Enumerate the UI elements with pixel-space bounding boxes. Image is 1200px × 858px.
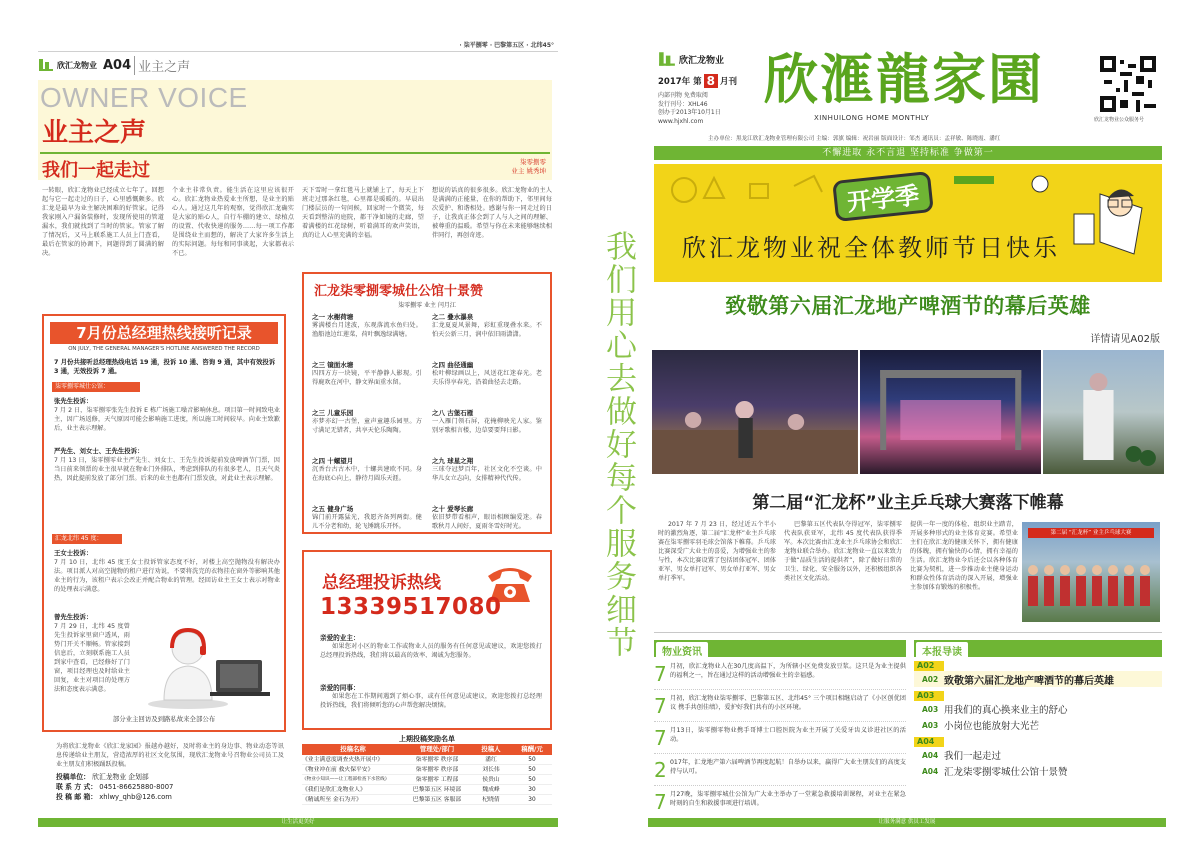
reward-table: [302, 734, 552, 818]
page-number: A04: [103, 57, 132, 73]
case2-title: 严先生、刘女士、王先生投诉：: [54, 447, 144, 455]
right-logo-group: [658, 50, 724, 68]
guide-item[interactable]: A03 小岗位也能放射大光芒: [922, 720, 1040, 732]
pingpong-team-photo: [1022, 522, 1160, 622]
table-row: 《物业冲在前 救火保平安》 柒零捌零 秩序部 刘长伟 50: [302, 765, 552, 775]
pingpong-title[interactable]: 第二届“汇龙杯”业主乒乓球大赛落下帷幕: [752, 493, 1064, 513]
article-col-4: 想说的话真的很多很多。欣汇龙物业的主人是满满的正能量，在你的帮助下，邻里间每次爱护、和谐相处。感谢与你一同走过的日子，让我真正体会到了人与人之间的理解、被尊重的温暖。希望与你在未来能够继续相伴同行，再创奇迹。: [432, 187, 552, 239]
pingpong-photo-banner: 第二届 “汇龙杯” 业主乒乓球大赛: [1028, 528, 1154, 538]
issue-meta: 内部刊物 免费取阅 发行刊号：XHL46 创办于2013年10月1日 www.hjxhl.com: [658, 92, 721, 125]
table-row: 《业主满意度调查火热开展中》 柒零捌零 秩序部 潘红 50: [302, 755, 552, 765]
logo-icon: [38, 57, 54, 73]
reward-table-title: 上期投稿奖励名单: [399, 735, 455, 743]
hotline-caption: 部分业主回访及到路私故来全部公布: [112, 715, 216, 723]
news-item[interactable]: 7 月27晚，柒零捌零城仕公馆为广大业主举办了一堂紧急救援培训课程，对业主在紧急时刻的自生和救援事项进行培训。: [654, 790, 906, 814]
scenic-item: 之九 球星之翔 三球夺冠梦百年，社区文化不空谈。中华儿女立志向，女排精神代代传。: [432, 457, 542, 482]
section-title-cn: 业主之声: [42, 118, 147, 148]
news-header: [654, 640, 906, 657]
guide-section-a02: A02 A02 致敬第六届汇龙地产啤酒节的幕后英雄: [914, 661, 1162, 687]
guide-item[interactable]: A04 我们一起走过: [922, 750, 1002, 762]
complaint-text-colleague: 如果您在工作期间遇到了烦心事，或有任何意见或建议，欢迎您拨打总经理投诉热线，我们将倾听您的心声帮您解决烦恼。: [320, 693, 542, 709]
case3-title: 王女士投诉：: [54, 549, 93, 557]
scenic-poems-box: [302, 272, 552, 534]
guide-item[interactable]: A02 致敬第六届汇龙地产啤酒节的幕后英雄: [914, 671, 1162, 687]
scenic-item: 之三 儿童乐园 亦梦亦幻一古堡，童声童趣乐园里。方寸满足无错者，共享天伦乐陶陶。: [312, 409, 422, 434]
pingpong-col-1: 2017 年 7 月 23 日，经过近五个半小时的激烈角逐，第二届“汇龙杯”业主乒乓球赛在柒零捌零羽毛球会馆落下帷幕。乒乓球比赛深受广大业主的喜爱，为增强业主的参与性，本次比赛设置了包括团体冠军、团体亚军、男女单打冠军、男女单打亚军、男女单打季军。: [658, 521, 776, 582]
main-headline[interactable]: 致敬第六届汇龙地产啤酒节的幕后英雄: [725, 294, 1091, 318]
property-news: [654, 640, 906, 814]
table-row: 《我们是欣汇龙物业人》 巴黎第五区 环境部 魏成峰 30: [302, 785, 552, 795]
submission-note: 为将欣汇龙物业《欣汇龙家园》报越办越好，及时将业主的身边事、物业动态等讯息传递给业主朋友，营造浓厚的社区文化氛围，现欣汇龙物业号召物业公司员工及业主朋友们积极踊跃投稿。: [56, 743, 284, 768]
beer-festival-photos: [652, 350, 1164, 474]
pingpong-col-2: 巴黎第五区代表队夺得冠军，柒零捌零代表队获亚军，北纬 45 度代表队获得季军。本次比赛由汇龙业主乒乓球协会和欣汇龙物业联合举办。欣汇龙物业一直以来致力于做“品质生活的提供者”，除了做好日常的卫生、绿化、安全服务以外，还积极组织各类社区文化活动。: [784, 521, 902, 582]
area-tag-1: 柒零捌零城仕公馆：: [52, 382, 140, 392]
guide-item[interactable]: A03 用我们的真心换来业主的舒心: [922, 704, 1068, 716]
scenic-item: 之十 爱琴长廊 依旧梦带看相声，眼语相顾编爱迷。春歌秋月人间好，夏雨冬雪好时光。: [432, 505, 542, 530]
guide-item[interactable]: A04 汇龙柒零捌零城仕公馆十景赞: [922, 766, 1068, 778]
scenic-grid: [312, 312, 542, 549]
guide-header: [914, 640, 1162, 657]
owner-voice-header: [38, 80, 552, 180]
table-row: 《物业小知识——让工程部检查下水管线》 柒零捌零 工程部 侯贵山 50: [302, 775, 552, 785]
article-col-3: 天下雪时一拿红毯马上就铺上了，每天上下班走过那条红毯，心里都是暖暖的。早晨出门楼层员的一句问候，回家时一个微笑，每天看到整洁的庭院，都干净如镜的走廊，望着满楼的红花绿树，听着满耳的欢声笑语，真的让人心里充满的幸福。: [302, 187, 424, 239]
submission-contacts: 投稿单位： 欣汇龙物业 企划部 联 系 方 式： 0451-86625880-8007 投 稿 邮 箱： xhlwy_qhb@126.com: [56, 773, 174, 801]
person-at-computer-illustration: [140, 626, 278, 710]
slogan-bar: 不懈进取 永不言退 坚持标准 争做第一: [654, 146, 1162, 160]
banner-greeting: 欣汇龙物业祝全体教师节日快乐: [682, 234, 1060, 262]
table-row: 《精诚所至 金石为开》 巴黎第五区 客服部 杞晓倩 30: [302, 795, 552, 805]
news-item[interactable]: 7 月初，欣汇龙物业柒零捌零、巴黎第五区、北纬45° 三个项目相继启动了《小区创优团议 携手共创佳绩》，爱护好我们共有的小区环境。: [654, 694, 906, 722]
scenic-item: 之八 古堡石雁 一入雁门领石屏，花掩柳映光人家。鉴别牙歌相言楼，边草要要拜日影。: [432, 409, 542, 434]
greeting-colleague: 亲爱的同事：: [320, 684, 360, 692]
area-tag-2: 汇龙北纬 45 度：: [52, 534, 122, 544]
photo-crowd: [652, 350, 858, 474]
greeting-owner: 亲爱的业主：: [320, 634, 360, 642]
left-header-tagline: · 柒平捌零 · 巴黎第五区 · 北纬45°: [459, 42, 554, 49]
complaint-phone[interactable]: 13339517080: [320, 594, 502, 620]
vertical-slogan: 我们用心去做好每个服务细节: [600, 229, 636, 659]
masthead-en: XINHUILONG HOME MONTHLY: [814, 114, 930, 122]
news-title: 物业资讯: [656, 642, 708, 659]
scenic-item: 之四 十螺望月 沉香台古古木中，十螺共建欧不同。身在海底心向上，静待月圆乐天涯。: [312, 457, 422, 482]
right-page: [648, 38, 1166, 828]
case2-text: 7 月 13 日，柒零捌零业主严先生、刘女士、王先生投诉提前发放啤酒节门票，因当日前来领票的业主很早就在物业门外排队，考虑到排队的有很多老人，且天气炎热，因此提前发放了部分门票。后来的业主也都有门票发放，对此业主表示理解。: [54, 457, 280, 482]
scenic-item: 之五 健身广场 锦门前开露猛光，我愿齐备列两街。健儿不分老和幼，轮飞锤跳乐开怀。: [312, 505, 422, 530]
guide-section-a04: A04 A04 我们一起走过 A04 汇龙柒零捌零城仕公馆十景赞: [914, 737, 1162, 779]
case4-text: 7 月 29 日，北纬 45 度曾先生投诉家里窗户透风，雨势门开关不顺畅。管家接到信息后，立刻联系施工人员到家中查看，已经修好了门窗，项目经理也及时给业主回复，业主对项目的处理方法和态度表示满意。: [54, 623, 130, 693]
news-item[interactable]: 2 017年，汇龙地产第六届啤酒节再度起航！自举办以来，赢得广大业主朋友们的高度支持与认可。: [654, 758, 906, 786]
hotline-record-title: 7月份总经理热线接听记录: [50, 322, 278, 344]
case1-title: 张先生投诉：: [54, 397, 93, 405]
news-item[interactable]: 7 月13日，柒零捌零物业携手哥博士口腔医院为业主开展了关爱牙齿义诊进社区的活动。: [654, 726, 906, 754]
teachers-day-banner: [654, 164, 1162, 282]
photo-stage-art: [860, 350, 1041, 474]
photo-crowd-art: [652, 350, 858, 474]
case1-text: 7 月 2 日，柒零捌零张先生投诉 E 栋广场施工噪音影响休息。项目第一时间致电业主，因广场返修，天气原因可能会影响施工进度，所以施工时间较早。向业主致歉后，业主表示理解。: [54, 407, 280, 432]
reward-table-header: 投稿名称 管理处/部门 投稿人 稿酬/元: [302, 744, 552, 755]
case3-text: 7 月 10 日，北纬 45 度王女士投诉管家态度不好，对楼上高空抛物没有解决办法。项目派人对高空抛物的租户进行劝说，不要将洗完的衣物挂在窗外等影响其他业主的行为，该租户表示会改正并配合物业的管理。经回访业主王女士表示对物业的处理表示满意。: [54, 559, 280, 593]
hotline-record-box: [42, 314, 286, 732]
logo-icon: [658, 50, 676, 68]
submission-email[interactable]: xhlwy_qhb@126.com: [99, 793, 172, 801]
scenic-item: 之四 曲径通幽 松叶柳绿画以上，风送花红迷春光。老夫乐得享春光，沿着曲径去走路。: [432, 361, 542, 386]
green-divider: [40, 152, 550, 154]
photo-security: [1043, 350, 1164, 474]
banner-school-title: 开学季: [832, 171, 934, 222]
section-label-cn: 业主之声: [134, 56, 190, 75]
issue-month: 8: [704, 74, 718, 88]
qr-caption: 欣汇龙物业公众服务号: [1094, 117, 1145, 123]
scenic-item: 之一 水榭荷塘 雾满楼台月迷波，东观落流水鱼归处。渔船池边红莲菜，荷叶飘逸绿满塘。: [312, 313, 422, 338]
left-page: [38, 38, 558, 828]
case4-title: 曾先生投诉：: [54, 613, 93, 621]
scenic-author: 柒零捌零 业主 闫月江: [398, 302, 456, 309]
detail-reference[interactable]: 详情请见A02版: [1090, 334, 1160, 345]
qr-code-icon: [1100, 56, 1156, 112]
complaint-hotline-box: [302, 550, 552, 730]
right-bottom-bar: 让服务满意 供员工发展: [648, 818, 1166, 827]
photo-stage: [860, 350, 1041, 474]
scenic-title: 汇龙柒零捌零城仕公馆十景赞: [314, 284, 484, 299]
issue-info: 2017年 第 8 月刊: [658, 74, 737, 88]
left-logo-group: [38, 56, 190, 74]
guide-title: 本报导读: [916, 642, 968, 659]
masthead-title: 欣滙龍家園: [764, 47, 1044, 111]
left-bottom-bar: 让生活更美好: [38, 818, 558, 827]
pingpong-col-3: 提供一年一度的体检、组织业主踏青，开展多种形式的业主体育竞赛。希望业主们在欣汇龙的健康关怀下，拥有健康的体魄，拥有愉快的心情，拥有幸福的生活。欣汇龙物业今后还会以各种体育比赛为契机，进一步推动业主健身运动和群众性体育活动的深入开展，增强业主参加体育锻炼的积极性。: [910, 521, 1018, 591]
article-col-2: 个业主非常负责。能生活在这里应该很开心。欣汇龙物业热爱业主所想，是业主的贴心人。通过这几年的观察，觉得欣汇龙确实是大家的贴心人，自行车棚的建立、绿植点的设置、代收快递的服务……每一项工作都是围绕业主而想的，解决了大家许多生活上的实际问题。每每和同事谈起，大家都表示不已。: [172, 187, 294, 257]
right-logo-text: 欣汇龙物业: [679, 55, 725, 66]
credits-line: 主办单位：黑龙江欣汇龙物业管理有限公司 主编：郭旗 编辑：祝岩丽 版面设计：邹杰 通讯员：孟祥敏、陈晓霞、潘红: [708, 136, 1001, 142]
news-item[interactable]: 7 月初，欣汇龙物业人在30几度高温下，为所辖小区免费发放豆浆。这只是为业主提供的福利之一，旨在通过这样的活动增强业主的幸福感。: [654, 662, 906, 690]
team-figures: [1022, 558, 1160, 622]
hotline-record-subtitle: ON JULY, THE GENERAL MANAGER'S HOTLINE ANSWERED THE RECORD: [68, 346, 260, 352]
guide-section-a03: A03 A03 用我们的真心换来业主的舒心 A03 小岗位也能放射大光芒: [914, 691, 1162, 733]
left-header-rule: [38, 38, 558, 52]
complaint-title: 总经理投诉热线: [322, 573, 441, 593]
section-divider: [654, 632, 1162, 633]
section-title-en: OWNER VOICE: [40, 82, 248, 113]
article-title: 我们一起走过: [42, 160, 150, 181]
article-col-1: 一转眼，欣汇龙物业已经成立七年了。回想起与它一起走过的日子，心里感慨颇多。欣汇龙是最早为业主解决困难的好管家。记得我家刚入户漏备装修时，发现所使用的管道漏水，我们就找到了当时的管家。管家了解了情况后，又马上联系施工人员上门查看，最后在管家的协调下，问题得到了圆满的解决。: [42, 187, 164, 257]
photo-security-art: [1043, 350, 1164, 474]
scenic-item: 之三 镜面水塘 四四方方一块镜，平平静静人影现。引得鹿欢在河中，静文界面重水留。: [312, 361, 422, 386]
left-logo-text: 欣汇龙物业: [57, 60, 97, 70]
article-byline: 柒零捌零 业主 姚秀坤: [511, 158, 546, 175]
scenic-item: 之二 叠水瀑泉 汇龙夏夏风景舞，彩虹重现叠水来。不怕天公新三月，润中依旧雨潇潇。: [432, 313, 542, 338]
issue-guide: [914, 640, 1162, 810]
complaint-text-owner: 如果您对小区的物业工作或物业人员的服务有任何意见或建议，欢迎您拨打总经理投诉热线，我们将以最高的效率、竭诚为您服务。: [320, 643, 542, 659]
hotline-summary: 7 月份共接听总经理热线电话 19 通，投诉 10 通、咨询 9 通，其中有效投诉 3 通，无效投诉 7 通。: [54, 358, 276, 375]
